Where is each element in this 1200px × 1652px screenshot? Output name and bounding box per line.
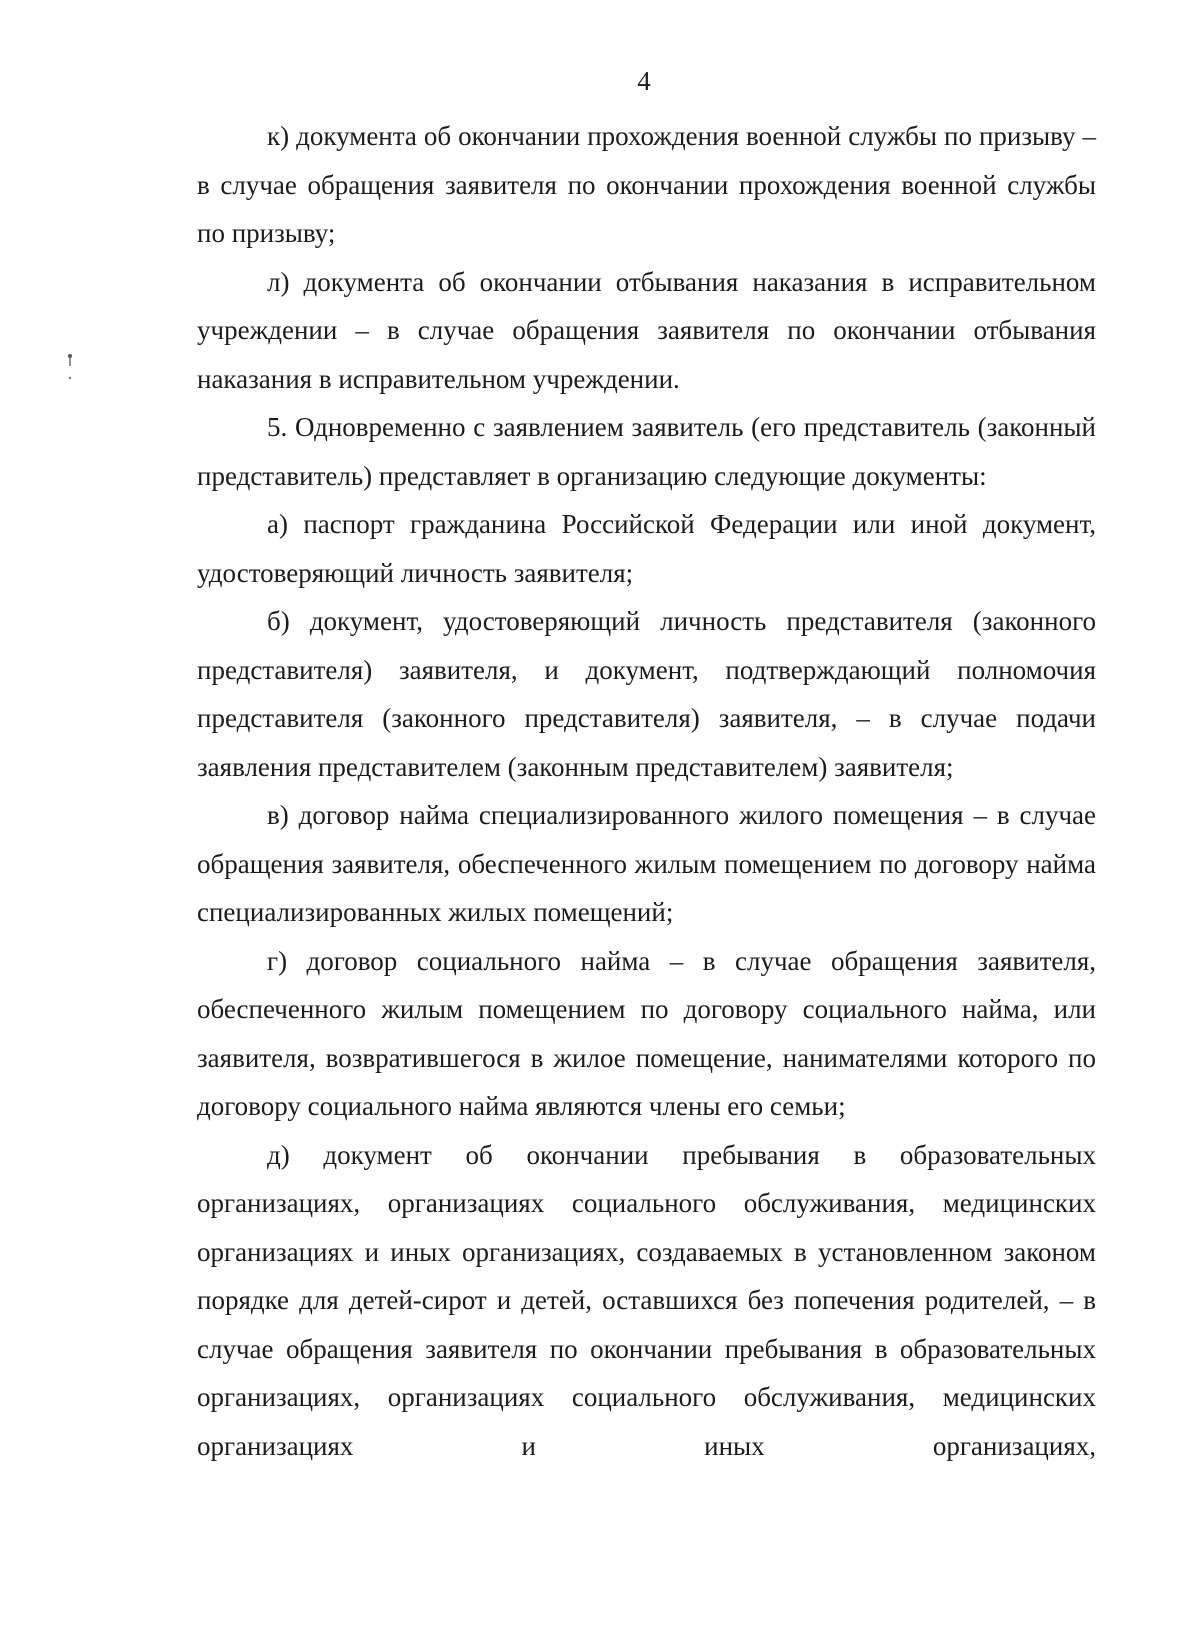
paragraph-l: л) документа об окончании отбывания наказания в исправительном учреждении – в случае обращения заявителя по окончании отбывания наказания в исправительном учреждении.: [197, 266, 1096, 394]
margin-mark: [67, 352, 73, 382]
paragraph-k: к) документа об окончании прохождения военной службы по призыву – в случае обращения заявителя по окончании прохождения военной службы по призыву;: [197, 121, 1096, 248]
paragraph-5: 5. Одновременно с заявлением заявитель (его представитель (законный представитель) представляет в организацию следующие документы:: [197, 412, 1096, 491]
paragraph-a: а) паспорт гражданина Российской Федерации или иной документ, удостоверяющий личность заявителя;: [197, 509, 1096, 588]
paragraph-v: в) договор найма специализированного жилого помещения – в случае обращения заявителя, обеспеченного жилым помещением по договору найма специализированных жилых помещений;: [197, 800, 1096, 927]
page-number: 4: [637, 66, 651, 96]
document-body: [197, 112, 1096, 1470]
paragraph-g: г) договор социального найма – в случае обращения заявителя, обеспеченного жилым помещением по договору социального найма, или заявителя, возвратившегося в жилое помещение, нанимателями которого по договору социального найма являются члены его семьи;: [197, 945, 1096, 1121]
paragraph-b: б) документ, удостоверяющий личность представителя (законного представителя) заявителя, и документ, подтверждающий полномочия представителя (законного представителя) заявителя, – в случае подачи заявления представителем (законным представителем) заявителя;: [197, 606, 1096, 782]
paragraph-d: д) документ об окончании пребывания в образовательных организациях, организациях социального обслуживания, медицинских организациях и иных организациях, создаваемых в установленном законом порядке для детей-сирот и детей, оставшихся без попечения родителей, – в случае обращения заявителя по окончании пребывания в образовательных организациях, организациях социального обслуживания, медицинских организациях и иных организациях,: [197, 1139, 1096, 1461]
